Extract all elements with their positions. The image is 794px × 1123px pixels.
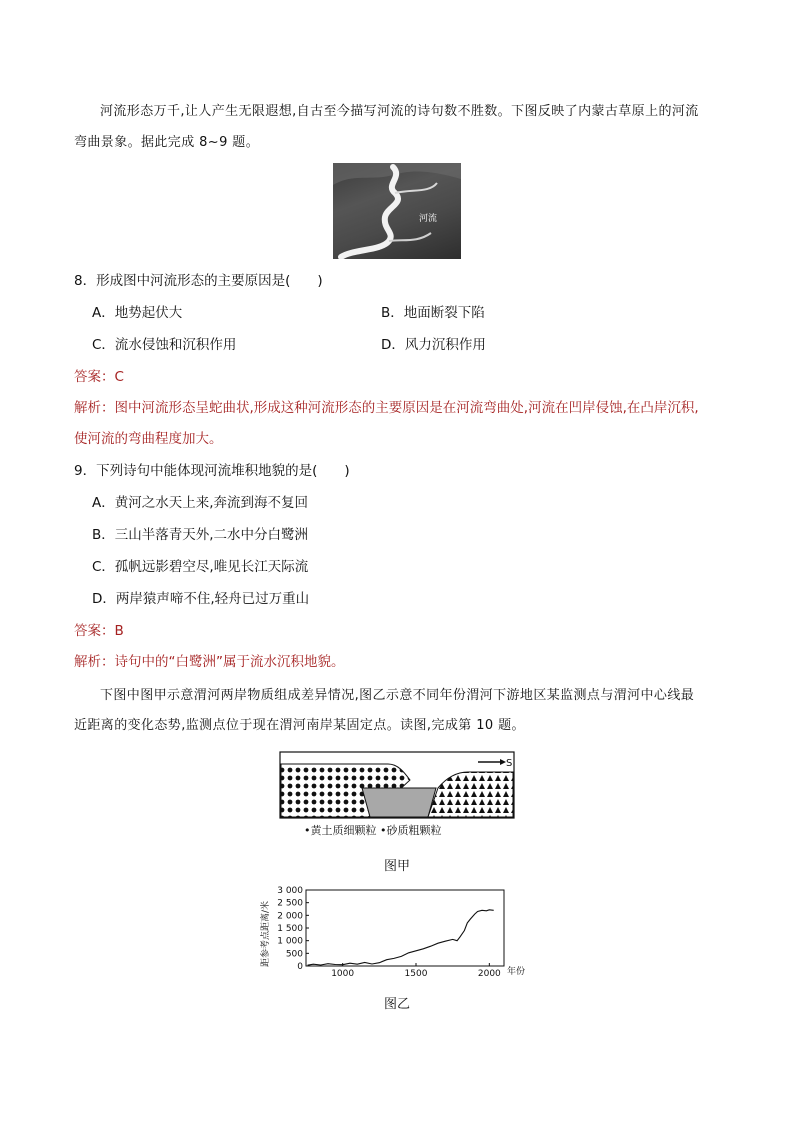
river-photo (333, 163, 461, 259)
river-meander-illustration (333, 163, 461, 259)
figure-b-caption: 图乙 (384, 997, 411, 1012)
x-tick-label: 2000 (477, 969, 501, 979)
q8-answer: 答案：C (74, 369, 124, 385)
q8-analysis-line-1: 解析：图中河流形态呈蛇曲状,形成这种河流形态的主要原因是在河流弯曲处,河流在凹岸侵蚀,在凸岸沉积, (74, 400, 699, 416)
q8-option-b: B．地面断裂下陷 (381, 305, 485, 321)
figure-a-legend: •黄土质细颗粒 •砂质粗颗粒 (304, 824, 442, 837)
y-tick-label: 2 000 (277, 911, 303, 922)
intro-1-line-2: 弯曲景象。据此完成 8~9 题。 (74, 135, 260, 150)
x-tick-label: 1500 (404, 969, 428, 979)
series-line-distance (308, 910, 494, 965)
q8-option-a: A．地势起伏大 (92, 305, 183, 321)
figure-a-caption: 图甲 (384, 859, 411, 874)
y-axis-title: 距参考点距离/米 (261, 900, 271, 968)
y-tick-label: 1 500 (277, 924, 303, 934)
q9-option-c: C．孤帆远影碧空尽,唯见长江天际流 (92, 559, 309, 575)
q9-answer: 答案：B (74, 623, 124, 639)
q8-option-d: D．风力沉积作用 (381, 337, 486, 353)
y-tick-label: 0 (297, 962, 303, 972)
direction-label: S (506, 758, 513, 769)
photo-river-label: 河流 (419, 214, 438, 224)
q8-analysis-line-2: 使河流的弯曲程度加大。 (74, 431, 223, 447)
q8-option-c: C．流水侵蚀和沉积作用 (92, 337, 237, 353)
figure-a-cross-section (278, 750, 518, 842)
q9-option-d: D．两岸猿声啼不住,轻舟已过万重山 (92, 591, 310, 607)
x-axis-title: 年份 (507, 967, 526, 977)
figure-b-line-chart (258, 884, 538, 984)
intro-2-line-1: 下图中图甲示意渭河两岸物质组成差异情况,图乙示意不同年份渭河下游地区某监测点与渭河中心线最 (100, 688, 695, 703)
y-tick-label: 1 000 (277, 936, 303, 947)
x-tick-label: 1000 (331, 969, 355, 979)
q9-option-b: B．三山半落青天外,二水中分白鹭洲 (92, 527, 309, 543)
chart-y-axis-label (259, 901, 271, 967)
q9-option-a: A．黄河之水天上来,奔流到海不复回 (92, 495, 309, 511)
river-channel (362, 788, 436, 817)
y-tick-label: 2 500 (277, 898, 303, 909)
q9-stem: 9．下列诗句中能体现河流堆积地貌的是( ) (74, 463, 350, 479)
q9-analysis: 解析：诗句中的“白鹭洲”属于流水沉积地貌。 (74, 654, 345, 670)
intro-1-line-1: 河流形态万千,让人产生无限遐想,自古至今描写河流的诗句数不胜数。下图反映了内蒙古草原上的河流 (100, 104, 699, 119)
intro-2-line-2: 近距离的变化态势,监测点位于现在渭河南岸某固定点。读图,完成第 10 题。 (74, 718, 525, 733)
y-tick-label: 500 (285, 949, 303, 960)
y-tick-label: 3 000 (277, 886, 303, 896)
q8-stem: 8．形成图中河流形态的主要原因是( ) (74, 273, 323, 289)
